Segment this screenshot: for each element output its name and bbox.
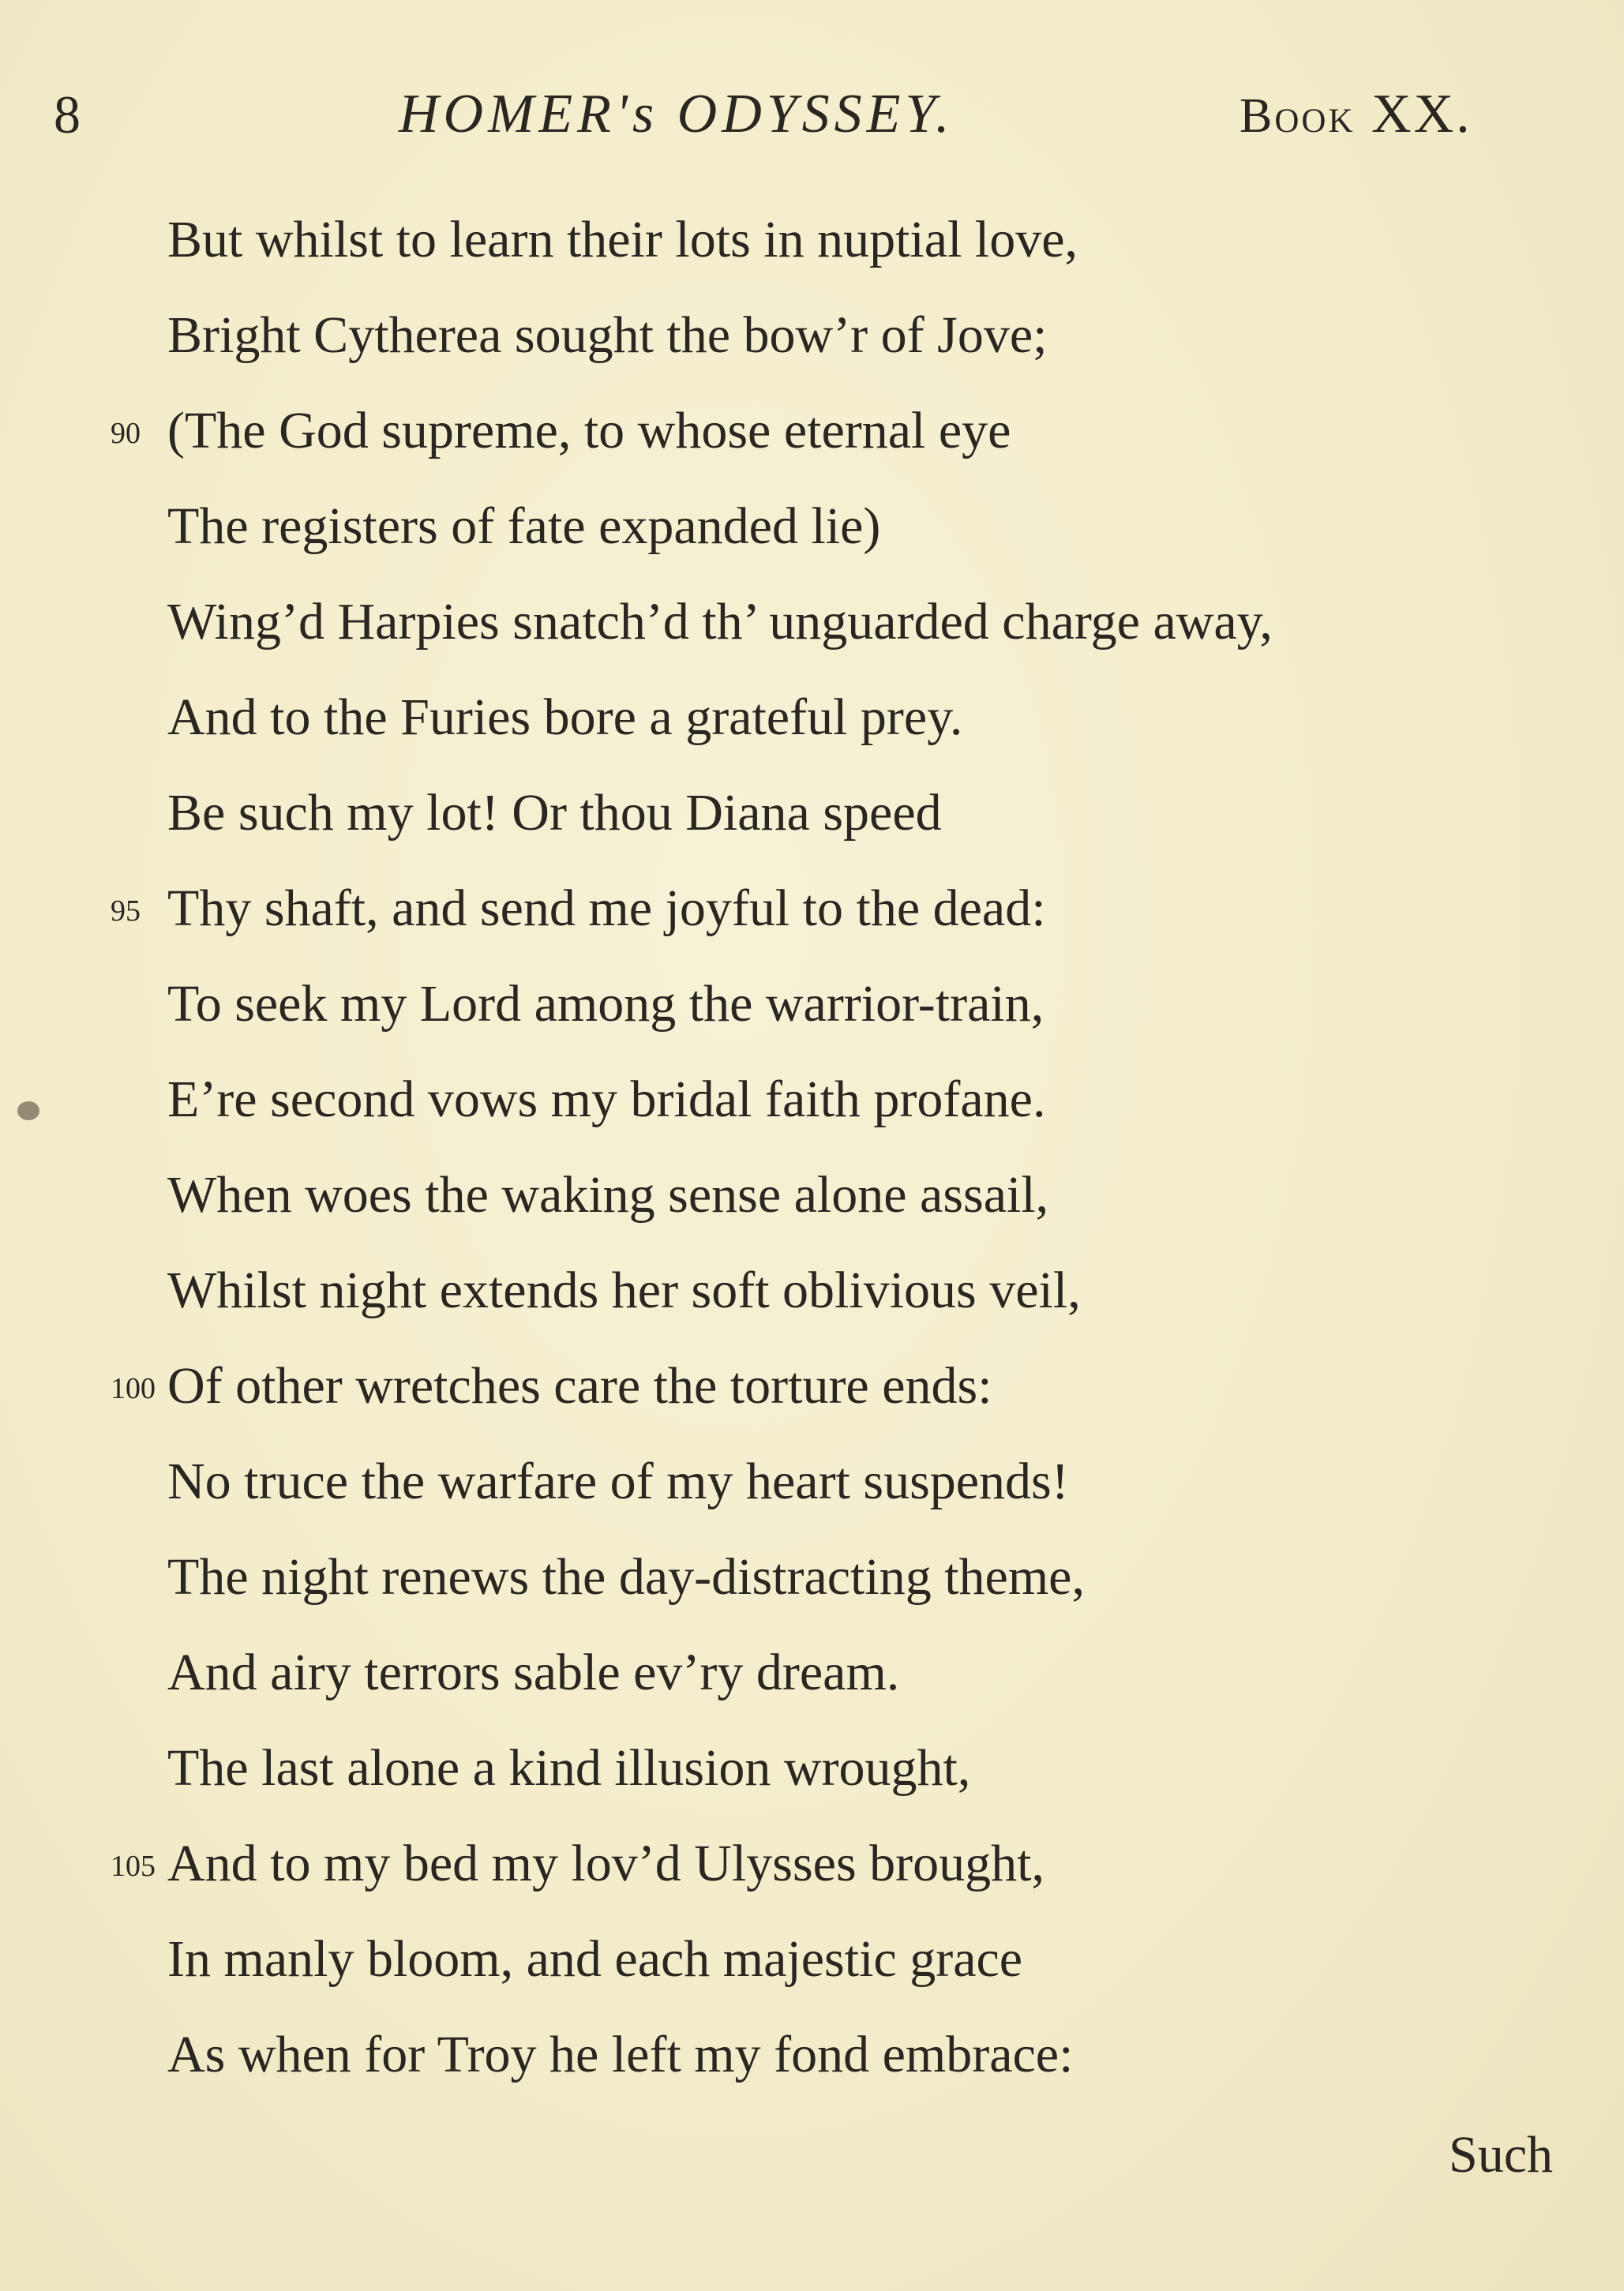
- verse-text: Wing’d Harpies snatch’d th’ unguarded charge away,: [167, 593, 1273, 651]
- line-number: 90: [111, 417, 141, 450]
- verse-line: [0, 2007, 1624, 2102]
- verse-text: To seek my Lord among the warrior-train,: [167, 975, 1045, 1033]
- verse-line: [0, 861, 1624, 956]
- verse-text: When woes the waking sense alone assail,: [167, 1166, 1049, 1224]
- verse-text: As when for Troy he left my fond embrace:: [167, 2026, 1074, 2083]
- verse-line: [0, 574, 1624, 669]
- verse-line: [0, 765, 1624, 861]
- book-label: [1240, 83, 1472, 148]
- verse-line: [0, 192, 1624, 287]
- verse-text: Be such my lot! Or thou Diana speed: [167, 784, 942, 842]
- verse-line: [0, 1052, 1624, 1147]
- verse-line: [0, 1243, 1624, 1338]
- verse-line: [0, 1338, 1624, 1434]
- verse-text: Thy shaft, and send me joyful to the dead:: [167, 879, 1046, 937]
- line-number: 95: [111, 894, 141, 928]
- verse-line: [0, 1625, 1624, 1720]
- verse-line: [0, 956, 1624, 1052]
- verse-text: And to my bed my lov’d Ulysses brought,: [167, 1835, 1045, 1892]
- verse-text: But whilst to learn their lots in nuptial love,: [167, 211, 1078, 268]
- verse-line: [0, 287, 1624, 383]
- book-label-number: XX.: [1371, 84, 1472, 144]
- verse-text: Bright Cytherea sought the bow’r of Jove;: [167, 306, 1048, 364]
- running-title: HOMER's ODYSSEY.: [399, 84, 955, 144]
- verse-text: In manly bloom, and each majestic grace: [167, 1930, 1023, 1988]
- verse-line: [0, 1529, 1624, 1625]
- verse-text: The registers of fate expanded lie): [167, 497, 881, 555]
- catchword: Such: [1449, 2126, 1553, 2184]
- verse-text: The last alone a kind illusion wrought,: [167, 1739, 971, 1797]
- verse-line: [0, 1434, 1624, 1529]
- page-number: 8: [54, 84, 81, 144]
- verse-text: And airy terrors sable ev’ry dream.: [167, 1644, 900, 1701]
- book-label-word: Book: [1240, 89, 1356, 143]
- verse-text: No truce the warfare of my heart suspends!: [167, 1453, 1069, 1510]
- line-number: 100: [111, 1372, 156, 1405]
- verse-text: (The God supreme, to whose eternal eye: [167, 402, 1011, 459]
- page-header: [0, 83, 1624, 154]
- line-number: 105: [111, 1850, 156, 1883]
- verse-line: [0, 1720, 1624, 1816]
- verse-block: [0, 192, 1624, 2102]
- verse-line: [0, 1816, 1624, 1911]
- verse-line: [0, 383, 1624, 478]
- verse-text: And to the Furies bore a grateful prey.: [167, 688, 963, 746]
- verse-line: [0, 669, 1624, 765]
- verse-text: Whilst night extends her soft oblivious veil,: [167, 1262, 1081, 1319]
- verse-line: [0, 1911, 1624, 2007]
- verse-text: E’re second vows my bridal faith profane.: [167, 1071, 1046, 1128]
- verse-line: [0, 478, 1624, 574]
- verse-text: The night renews the day-distracting theme,: [167, 1548, 1085, 1606]
- verse-line: [0, 1147, 1624, 1243]
- verse-text: Of other wretches care the torture ends:: [167, 1357, 992, 1415]
